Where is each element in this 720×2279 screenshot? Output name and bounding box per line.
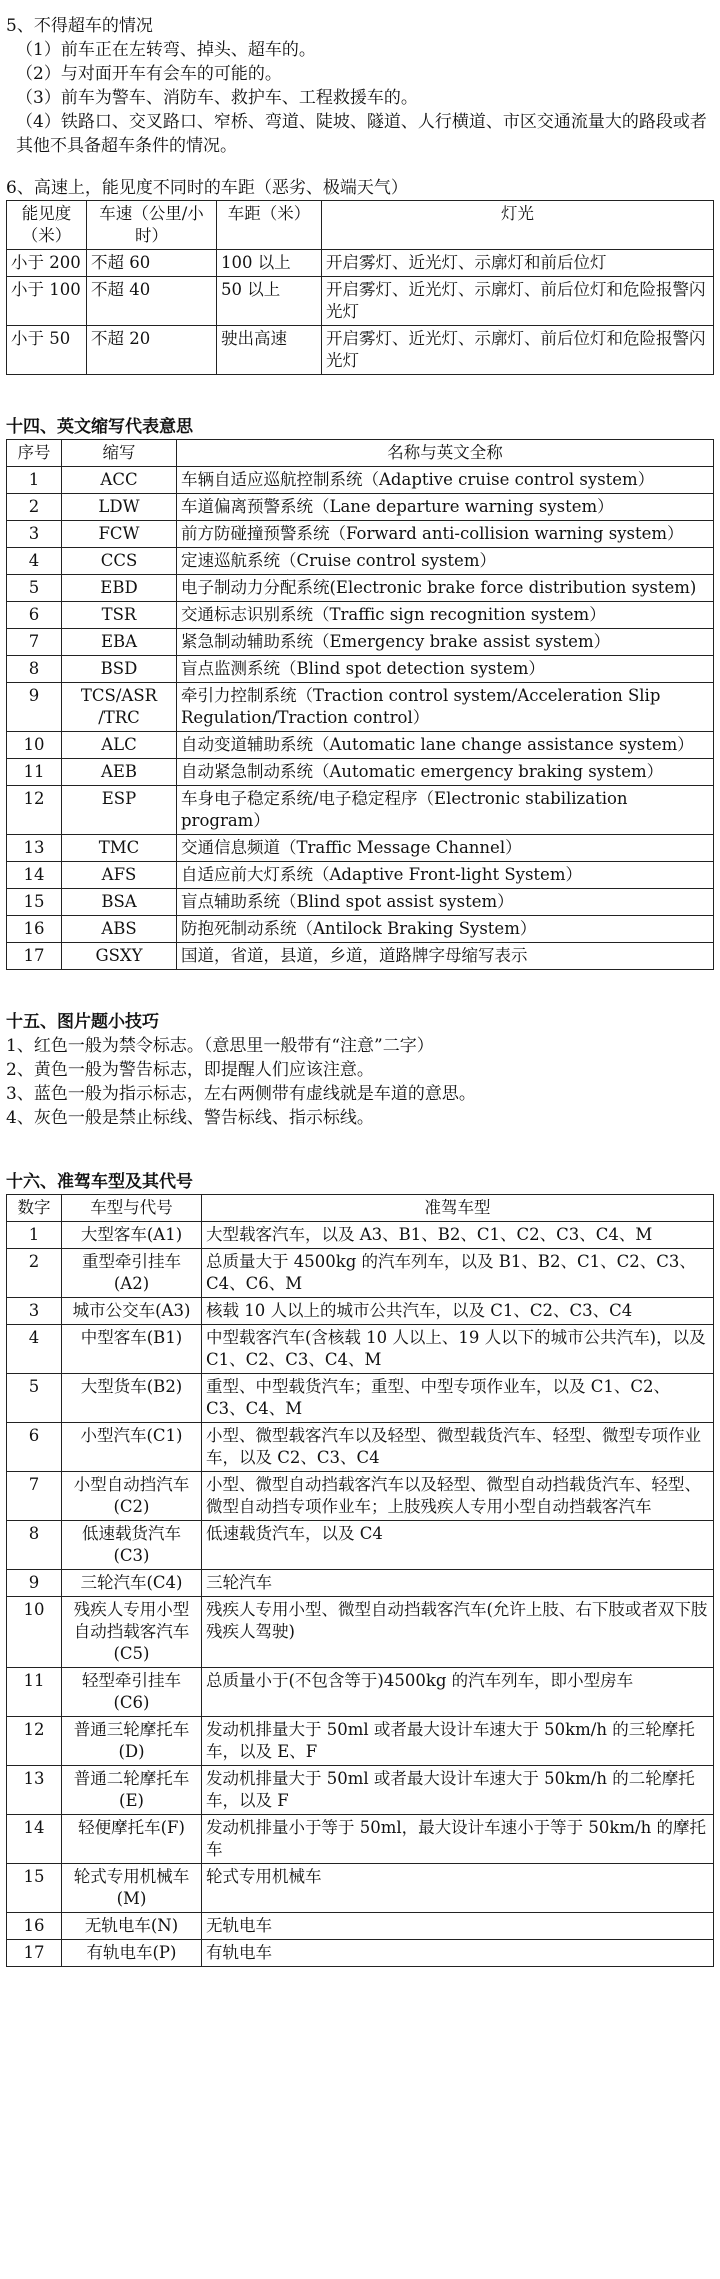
list-item: 2、黄色一般为警告标志，即提醒人们应该注意。 [6, 1060, 374, 1080]
table-cell: 总质量小于(不包含等于)4500kg 的汽车列车，即小型房车 [202, 1668, 714, 1717]
section-no-overtaking [6, 14, 714, 158]
table-cell: 轻便摩托车(F) [62, 1815, 202, 1864]
table-cell: 自动变道辅助系统（Automatic lane change assistance system） [177, 732, 714, 759]
table-cell: 10 [7, 732, 62, 759]
table-cell: 开启雾灯、近光灯、示廓灯、前后位灯和危险报警闪光灯 [322, 326, 714, 375]
table-row [7, 1570, 714, 1597]
table-cell: 2 [7, 1249, 62, 1298]
table-row [7, 1668, 714, 1717]
table-cell: 大型客车(A1) [62, 1222, 202, 1249]
table-cell: 13 [7, 1766, 62, 1815]
table-cell: 3 [7, 521, 62, 548]
table-row [7, 1717, 714, 1766]
table-cell: 11 [7, 759, 62, 786]
table-cell: 4 [7, 548, 62, 575]
table-cell: 防抱死制动系统（Antilock Braking System） [177, 916, 714, 943]
table-cell: 开启雾灯、近光灯、示廓灯、前后位灯和危险报警闪光灯 [322, 277, 714, 326]
table-row [7, 575, 714, 602]
table-cell: 发动机排量小于等于 50ml，最大设计车速小于等于 50km/h 的摩托车 [202, 1815, 714, 1864]
table-cell: 国道，省道，县道，乡道，道路牌字母缩写表示 [177, 943, 714, 970]
column-header: 灯光 [322, 201, 714, 250]
table-row [7, 656, 714, 683]
table-cell: ABS [62, 916, 177, 943]
table-cell: 盲点监测系统（Blind spot detection system） [177, 656, 714, 683]
column-header: 缩写 [62, 440, 177, 467]
table-cell: 三轮汽车 [202, 1570, 714, 1597]
table-cell: 小于 200 [7, 250, 87, 277]
table-cell: LDW [62, 494, 177, 521]
table-cell: 不超 60 [87, 250, 217, 277]
table-cell: 14 [7, 1815, 62, 1864]
list-item: 3、蓝色一般为指示标志，左右两侧带有虚线就是车道的意思。 [6, 1084, 476, 1104]
table-cell: GSXY [62, 943, 177, 970]
table-cell: 重型牵引挂车(A2) [62, 1249, 202, 1298]
section-title: 十六、准驾车型及其代号 [6, 1172, 193, 1192]
table-cell: 13 [7, 835, 62, 862]
table-cell: 小型汽车(C1) [62, 1423, 202, 1472]
section-title: 十四、英文缩写代表意思 [6, 417, 193, 437]
table-cell: 无轨电车 [202, 1913, 714, 1940]
table-cell: 中型客车(B1) [62, 1325, 202, 1374]
table-cell: 100 以上 [217, 250, 322, 277]
table-row [7, 786, 714, 835]
table-row [7, 862, 714, 889]
table-cell: 小于 50 [7, 326, 87, 375]
table-cell: 低速载货汽车(C3) [62, 1521, 202, 1570]
section-license-types [6, 1170, 714, 1967]
list-item: 4、灰色一般是禁止标线、警告标线、指示标线。 [6, 1108, 374, 1128]
license-table [6, 1194, 714, 1967]
list-item: （4）铁路口、交叉路口、窄桥、弯道、陡坡、隧道、人行横道、市区交通流量大的路段或者其他不具备超车条件的情况。 [16, 112, 707, 156]
table-cell: 17 [7, 1940, 62, 1967]
table-cell: 小型、微型载客汽车以及轻型、微型载货汽车、轻型、微型专项作业车，以及 C2、C3、C4 [202, 1423, 714, 1472]
table-cell: 轮式专用机械车 [202, 1864, 714, 1913]
table-row [7, 277, 714, 326]
table-cell: 低速载货汽车，以及 C4 [202, 1521, 714, 1570]
table-row [7, 521, 714, 548]
table-row [7, 1913, 714, 1940]
table-row [7, 602, 714, 629]
table-cell: 5 [7, 1374, 62, 1423]
table-cell: 重型、中型载货汽车；重型、中型专项作业车，以及 C1、C2、C3、C4、M [202, 1374, 714, 1423]
abbreviation-table [6, 439, 714, 970]
table-cell: ALC [62, 732, 177, 759]
table-cell: 9 [7, 683, 62, 732]
table-cell: 小于 100 [7, 277, 87, 326]
column-header: 能见度（米） [7, 201, 87, 250]
column-header: 车型与代号 [62, 1195, 202, 1222]
table-cell: TSR [62, 602, 177, 629]
section-title: 十五、图片题小技巧 [6, 1012, 159, 1032]
table-cell: BSA [62, 889, 177, 916]
table-cell: 50 以上 [217, 277, 322, 326]
column-header: 车距（米） [217, 201, 322, 250]
table-cell: 8 [7, 656, 62, 683]
table-cell: 普通三轮摩托车(D) [62, 1717, 202, 1766]
table-cell: 15 [7, 1864, 62, 1913]
table-cell: 大型货车(B2) [62, 1374, 202, 1423]
table-cell: 交通信息频道（Traffic Message Channel） [177, 835, 714, 862]
table-cell: BSD [62, 656, 177, 683]
table-row [7, 1423, 714, 1472]
column-header: 名称与英文全称 [177, 440, 714, 467]
table-row [7, 1249, 714, 1298]
table-cell: 自动紧急制动系统（Automatic emergency braking system） [177, 759, 714, 786]
table-cell: 普通二轮摩托车(E) [62, 1766, 202, 1815]
table-cell: 不超 20 [87, 326, 217, 375]
table-cell: 16 [7, 916, 62, 943]
column-header: 车速（公里/小时） [87, 201, 217, 250]
table-row [7, 250, 714, 277]
table-header-row [7, 201, 714, 250]
table-cell: ESP [62, 786, 177, 835]
table-cell: 6 [7, 1423, 62, 1472]
table-cell: 1 [7, 1222, 62, 1249]
list-item: （1）前车正在左转弯、掉头、超车的。 [16, 40, 316, 60]
table-row [7, 1864, 714, 1913]
table-cell: 有轨电车(P) [62, 1940, 202, 1967]
table-cell: 1 [7, 467, 62, 494]
table-cell: 城市公交车(A3) [62, 1298, 202, 1325]
table-cell: AFS [62, 862, 177, 889]
table-cell: 无轨电车(N) [62, 1913, 202, 1940]
table-row [7, 683, 714, 732]
table-row [7, 1766, 714, 1815]
table-cell: 2 [7, 494, 62, 521]
table-cell: 5 [7, 575, 62, 602]
list-item: （2）与对面开车有会车的可能的。 [16, 64, 282, 84]
table-cell: TMC [62, 835, 177, 862]
table-cell: 10 [7, 1597, 62, 1668]
table-cell: 16 [7, 1913, 62, 1940]
table-cell: 三轮汽车(C4) [62, 1570, 202, 1597]
table-row [7, 1472, 714, 1521]
table-row [7, 759, 714, 786]
table-cell: 不超 40 [87, 277, 217, 326]
table-row [7, 1521, 714, 1570]
table-cell: 15 [7, 889, 62, 916]
table-cell: 定速巡航系统（Cruise control system） [177, 548, 714, 575]
column-header: 序号 [7, 440, 62, 467]
table-row [7, 889, 714, 916]
table-cell: 驶出高速 [217, 326, 322, 375]
table-cell: 前方防碰撞预警系统（Forward anti-collision warning system） [177, 521, 714, 548]
table-cell: 发动机排量大于 50ml 或者最大设计车速大于 50km/h 的三轮摩托车，以及 E、F [202, 1717, 714, 1766]
table-row [7, 494, 714, 521]
table-cell: EBA [62, 629, 177, 656]
table-row [7, 1940, 714, 1967]
table-cell: 7 [7, 1472, 62, 1521]
table-cell: 4 [7, 1325, 62, 1374]
table-cell: 大型载客汽车，以及 A3、B1、B2、C1、C2、C3、C4、M [202, 1222, 714, 1249]
table-row [7, 1374, 714, 1423]
table-cell: FCW [62, 521, 177, 548]
table-header-row [7, 440, 714, 467]
table-row [7, 1222, 714, 1249]
section-visibility-distance [6, 176, 714, 375]
table-cell: 核载 10 人以上的城市公共汽车，以及 C1、C2、C3、C4 [202, 1298, 714, 1325]
table-row [7, 1815, 714, 1864]
table-cell: 车身电子稳定系统/电子稳定程序（Electronic stabilization program） [177, 786, 714, 835]
table-row [7, 1298, 714, 1325]
table-cell: TCS/ASR /TRC [62, 683, 177, 732]
tips-list [6, 1034, 714, 1130]
section-abbreviations [6, 415, 714, 970]
table-cell: 8 [7, 1521, 62, 1570]
table-row [7, 629, 714, 656]
table-row [7, 548, 714, 575]
table-cell: 总质量大于 4500kg 的汽车列车，以及 B1、B2、C1、C2、C3、C4、C6、M [202, 1249, 714, 1298]
table-cell: 电子制动力分配系统(Electronic brake force distribution system) [177, 575, 714, 602]
table-row [7, 916, 714, 943]
list-item: （3）前车为警车、消防车、救护车、工程救援车的。 [16, 88, 418, 108]
table-header-row [7, 1195, 714, 1222]
table-cell: 3 [7, 1298, 62, 1325]
list-item: 1、红色一般为禁令标志。（意思里一般带有“注意”二字） [6, 1036, 434, 1056]
table-cell: 紧急制动辅助系统（Emergency brake assist system） [177, 629, 714, 656]
table-cell: 12 [7, 786, 62, 835]
table-cell: 17 [7, 943, 62, 970]
table-cell: 轻型牵引挂车(C6) [62, 1668, 202, 1717]
table-row [7, 943, 714, 970]
table-row [7, 467, 714, 494]
table-row [7, 326, 714, 375]
section-image-tips [6, 1010, 714, 1130]
section-title: 5、不得超车的情况 [6, 16, 153, 36]
table-cell: 12 [7, 1717, 62, 1766]
table-cell: 车道偏离预警系统（Lane departure warning system） [177, 494, 714, 521]
table-cell: 交通标志识别系统（Traffic sign recognition system） [177, 602, 714, 629]
section-title: 6、高速上，能见度不同时的车距（恶劣、极端天气） [6, 178, 408, 198]
table-cell: 残疾人专用小型自动挡载客汽车(C5) [62, 1597, 202, 1668]
visibility-table [6, 200, 714, 375]
table-cell: 自适应前大灯系统（Adaptive Front-light System） [177, 862, 714, 889]
table-cell: EBD [62, 575, 177, 602]
column-header: 数字 [7, 1195, 62, 1222]
table-cell: 残疾人专用小型、微型自动挡载客汽车(允许上肢、右下肢或者双下肢残疾人驾驶) [202, 1597, 714, 1668]
overtaking-list [6, 38, 714, 158]
table-cell: 6 [7, 602, 62, 629]
table-row [7, 732, 714, 759]
table-cell: AEB [62, 759, 177, 786]
table-cell: 开启雾灯、近光灯、示廓灯和前后位灯 [322, 250, 714, 277]
table-cell: 11 [7, 1668, 62, 1717]
table-cell: 盲点辅助系统（Blind spot assist system） [177, 889, 714, 916]
table-cell: CCS [62, 548, 177, 575]
table-cell: 车辆自适应巡航控制系统（Adaptive cruise control system） [177, 467, 714, 494]
column-header: 准驾车型 [202, 1195, 714, 1222]
table-cell: 小型自动挡汽车(C2) [62, 1472, 202, 1521]
table-cell: 7 [7, 629, 62, 656]
table-cell: 小型、微型自动挡载客汽车以及轻型、微型自动挡载货汽车、轻型、微型自动挡专项作业车；上肢残疾人专用小型自动挡载客汽车 [202, 1472, 714, 1521]
table-row [7, 1597, 714, 1668]
table-row [7, 835, 714, 862]
table-cell: 9 [7, 1570, 62, 1597]
table-row [7, 1325, 714, 1374]
table-cell: 中型载客汽车(含核载 10 人以上、19 人以下的城市公共汽车)，以及 C1、C2、C3、C4、M [202, 1325, 714, 1374]
table-cell: 14 [7, 862, 62, 889]
table-cell: 牵引力控制系统（Traction control system/Acceleration Slip Regulation/Traction control） [177, 683, 714, 732]
table-cell: 轮式专用机械车(M) [62, 1864, 202, 1913]
table-cell: ACC [62, 467, 177, 494]
table-cell: 发动机排量大于 50ml 或者最大设计车速大于 50km/h 的二轮摩托车，以及 F [202, 1766, 714, 1815]
table-cell: 有轨电车 [202, 1940, 714, 1967]
